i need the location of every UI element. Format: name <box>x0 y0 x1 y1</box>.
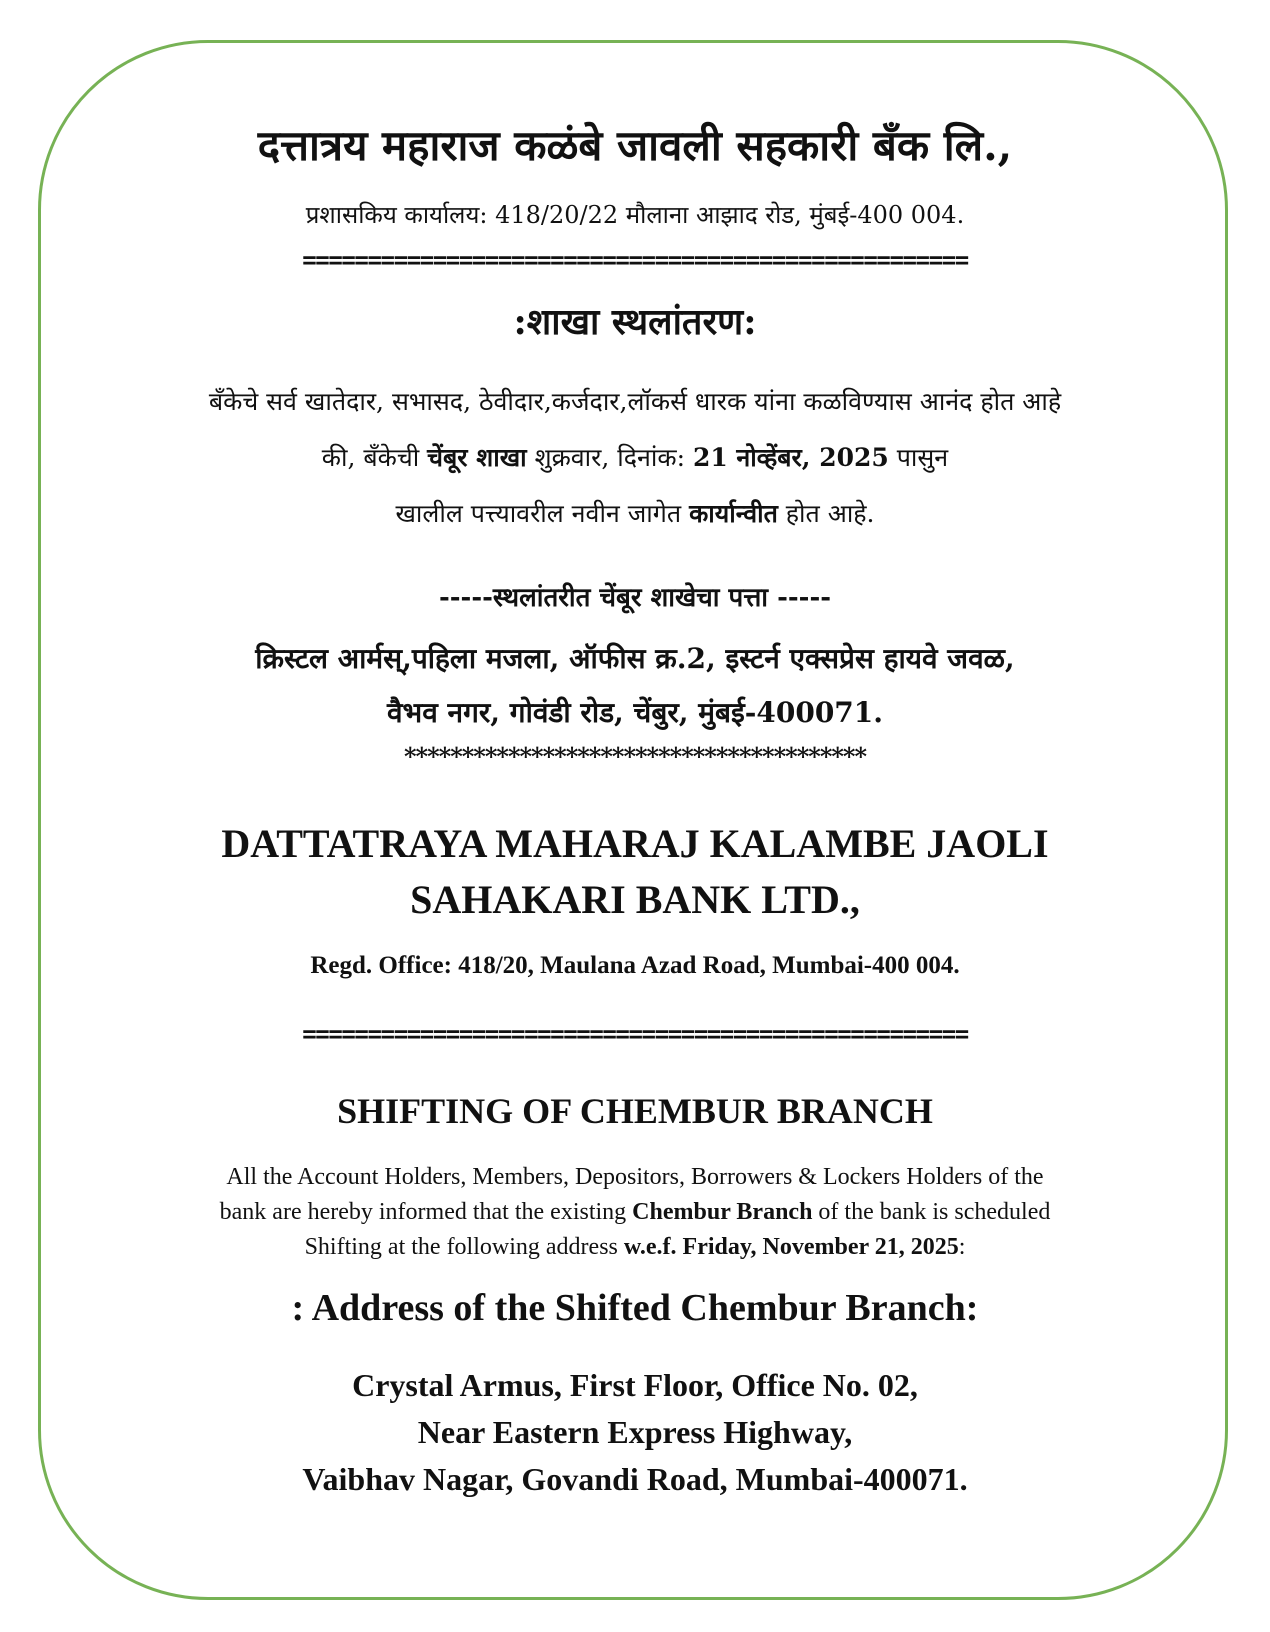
marathi-body-line2: की, बँकेची चेंबूर शाखा शुक्रवार, दिनांक: 21 नोव्हेंबर, 2025 पासुन <box>321 443 949 472</box>
marathi-heading: :शाखा स्थलांतरण: <box>513 301 757 343</box>
divider-rule: =================================================== <box>302 1020 968 1048</box>
marathi-address-line1: क्रिस्टल आर्मस्,पहिला मजला, ऑफीस क्र.2, इस्टर्न एक्सप्रेस हायवे जवळ, <box>255 642 1015 675</box>
english-bank-name: DATTATRAYA MAHARAJ KALAMBE JAOLI SAHAKARI BANK LTD., <box>221 821 1049 922</box>
english-body <box>70 1160 1200 1265</box>
english-office-address: Regd. Office: 418/20, Maulana Azad Road, Mumbai-400 004. <box>310 952 960 979</box>
english-address-heading: : Address of the Shifted Chembur Branch: <box>291 1287 979 1329</box>
marathi-address-line2: वैभव नगर, गोवंडी रोड, चेंबुर, मुंबई-400071. <box>386 696 884 729</box>
marathi-address <box>70 632 1200 740</box>
english-address-line1: Crystal Armus, First Floor, Office No. 02, <box>352 1367 918 1403</box>
marathi-office-address: प्रशासकिय कार्यालय: 418/20/22 मौलाना आझाद रोड, मुंबई-400 004. <box>305 201 965 229</box>
english-body-line1: All the Account Holders, Members, Depositors, Borrowers & Lockers Holders of the <box>226 1164 1044 1190</box>
marathi-bank-name: दत्तात्रय महाराज कळंबे जावली सहकारी बँक लि., <box>257 121 1013 170</box>
marathi-body <box>70 374 1200 542</box>
english-body-line2: bank are hereby informed that the existing Chembur Branch of the bank is scheduled <box>219 1199 1051 1225</box>
marathi-body-line1: बँकेचे सर्व खातेदार, सभासद, ठेवीदार,कर्जदार,लॉकर्स धारक यांना कळविण्यास आनंद होत आहे <box>208 387 1062 416</box>
divider-rule: =================================================== <box>302 246 968 274</box>
english-address <box>70 1362 1200 1503</box>
english-address-line3: Vaibhav Nagar, Govandi Road, Mumbai-400071. <box>302 1461 968 1497</box>
english-body-line3: Shifting at the following address w.e.f. Friday, November 21, 2025: <box>304 1234 966 1260</box>
marathi-body-line3: खालील पत्त्यावरील नवीन जागेत कार्यान्वीत होत आहे. <box>395 499 875 528</box>
marathi-address-heading: -----स्थलांतरीत चेंबूर शाखेचा पत्ता ----- <box>438 583 832 613</box>
english-address-line2: Near Eastern Express Highway, <box>417 1414 853 1450</box>
english-heading: SHIFTING OF CHEMBUR BRANCH <box>337 1091 933 1131</box>
star-divider: **************************************** <box>403 742 867 771</box>
